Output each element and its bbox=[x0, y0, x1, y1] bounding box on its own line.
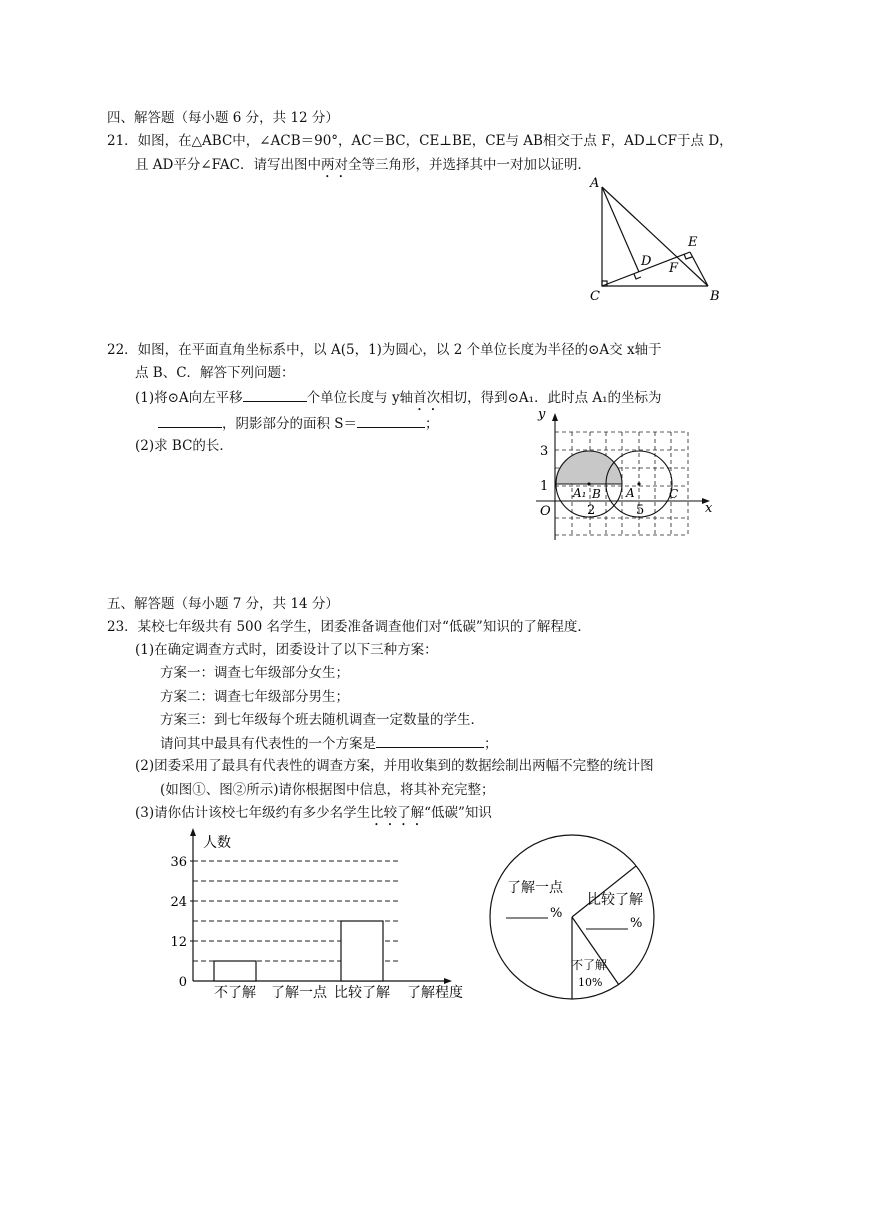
q21-line-1: 21．如图，在△ABC中，∠ACB＝90°，AC＝BC，CE⊥BE，CE与 AB相交于点 F，AD⊥CF于点 D， bbox=[107, 133, 733, 149]
bar-ylabel: 人数 bbox=[203, 835, 231, 851]
emphasis-text: 首次 bbox=[413, 390, 441, 406]
label-e: E bbox=[688, 235, 698, 250]
q23-part-3: (3)请你估计该校七年级约有多少名学生比较了解“低碳”知识 bbox=[135, 805, 492, 821]
q23-part-2b: (如图①、图②所示)请你根据图中信息，将其补充完整； bbox=[160, 782, 495, 798]
label-c: C bbox=[669, 487, 679, 501]
bar-xlabel: 了解程度 bbox=[407, 985, 463, 1001]
q22-part-1-cont: ，阴影部分的面积 S＝ ； bbox=[158, 413, 439, 434]
label-o: O bbox=[540, 504, 551, 519]
q22-line-2: 点 B、C．解答下列问题： bbox=[135, 365, 295, 381]
q23-plan-1: 方案一：调查七年级部分女生； bbox=[160, 665, 349, 681]
pie-percent-good: % bbox=[630, 916, 643, 931]
label-d: D bbox=[641, 254, 652, 269]
pie-percent-partial: % bbox=[550, 906, 563, 921]
label-a1: A₁ bbox=[573, 486, 587, 500]
label-x: x bbox=[705, 501, 713, 516]
label-b: B bbox=[592, 487, 601, 501]
q23-plan-3: 方案三：到七年级每个班去随机调查一定数量的学生． bbox=[160, 712, 484, 728]
category-label: 不了解 bbox=[214, 985, 256, 1001]
pie-label-partial: 了解一点 bbox=[507, 880, 563, 896]
label-a: A bbox=[626, 486, 635, 500]
label-b: B bbox=[710, 289, 720, 304]
q23-part-1: (1)在确定调查方式时，团委设计了以下三种方案： bbox=[135, 642, 438, 658]
pie-value-none: 10% bbox=[578, 976, 603, 989]
q23-line-1: 23．某校七年级共有 500 名学生，团委准备调查他们对“低碳”知识的了解程度． bbox=[107, 619, 591, 635]
section-4-heading: 四、解答题（每小题 6 分，共 12 分） bbox=[107, 110, 339, 126]
emphasis-text: 比较了解 bbox=[370, 805, 425, 821]
q22-line-1: 22．如图，在平面直角坐标系中，以 A(5，1)为圆心，以 2 个单位长度为半径的⊙A交 x轴于 bbox=[107, 342, 662, 358]
q23-part-2a: (2)团委采用了最具有代表性的调查方案，并用收集到的数据绘制出两幅不完整的统计图 bbox=[135, 758, 654, 774]
pie-label-none: 不了解 bbox=[571, 958, 608, 972]
tick-5: 5 bbox=[636, 503, 645, 518]
y-tick-label: 12 bbox=[170, 935, 187, 950]
section-5-heading: 五、解答题（每小题 7 分，共 14 分） bbox=[107, 596, 339, 612]
category-label: 比较了解 bbox=[334, 985, 390, 1001]
q23-plan-2: 方案二：调查七年级部分男生； bbox=[160, 689, 349, 705]
q21-line-2: 且 AD平分∠FAC．请写出图中两对全等三角形，并选择其中一对加以证明． bbox=[135, 157, 591, 173]
q22-part-1: (1)将⊙A向左平移 个单位长度与 y轴首次相切，得到⊙A₁．此时点 A₁的坐标为 bbox=[135, 387, 662, 414]
q23-ask: 请问其中最具有代表性的一个方案是 ； bbox=[160, 733, 498, 754]
tick-3: 3 bbox=[540, 444, 549, 459]
label-c: C bbox=[590, 289, 600, 304]
pie-divider-3 bbox=[572, 917, 619, 985]
label-f: F bbox=[669, 261, 679, 276]
pie-label-good: 比较了解 bbox=[587, 892, 643, 908]
tick-1: 1 bbox=[540, 479, 549, 494]
y-tick-label: 0 bbox=[178, 975, 187, 990]
emphasis-text: 两对 bbox=[320, 157, 348, 173]
category-label: 了解一点 bbox=[271, 985, 327, 1001]
y-tick-label: 36 bbox=[170, 855, 187, 870]
y-tick-label: 24 bbox=[170, 895, 187, 910]
tick-2: 2 bbox=[587, 503, 596, 518]
label-a: A bbox=[590, 176, 600, 191]
label-y: y bbox=[538, 407, 546, 422]
q22-part-2: (2)求 BC的长． bbox=[135, 438, 233, 454]
